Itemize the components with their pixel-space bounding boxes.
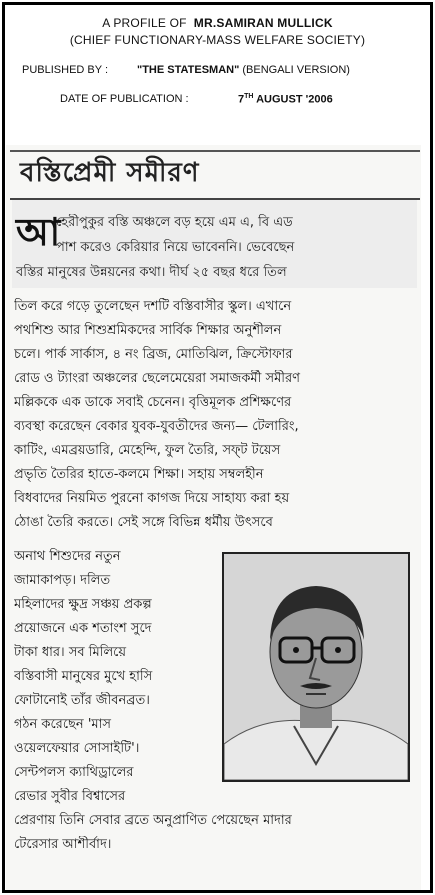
body-line: বিধবাদের নিয়মিত পুরনো কাগজ দিয়ে সাহায্য করা হয় — [14, 491, 290, 506]
lead-line: বস্তির মানুষের উন্নয়নের কথা। দীর্ঘ ২৫ বছর ধরে তিল — [16, 265, 287, 280]
lead-line: পাশ করেও কেরিয়ার নিয়ে ভাবেননি। ভেবেছেন — [56, 240, 295, 255]
column-line: টাকা ধার। সব মিলিয়ে — [14, 645, 127, 660]
portrait-illustration — [224, 554, 408, 780]
body-line: পথশিশু আর শিশুশ্রমিকদের সার্বিক শিক্ষার অনুশীলন — [14, 323, 282, 338]
date-label: DATE OF PUBLICATION : — [60, 93, 189, 105]
publisher-value: "THE STATESMAN" (BENGALI VERSION) — [137, 64, 350, 76]
body-line: ঠোঙা তৈরি করতে। সেই সঙ্গে বিভিন্ন ধর্মীয় উৎসবে — [14, 515, 273, 530]
body-line: কাটিং, এমব্রয়ডারি, মেহেন্দি, ফুল তৈরি, সফ্‌ট টয়েস — [14, 443, 281, 458]
body-line: প্রভৃতি তৈরির হাতে-কলমে শিক্ষা। সহায় সম্বলহীন — [14, 467, 264, 482]
body-line: প্রেরণায় তিনি সেবার ব্রতে অনুপ্রাণিত পেয়েছেন মাদার — [14, 813, 292, 828]
article-headline: বস্তিপ্রেমী সমীরণ — [20, 158, 200, 188]
body-line: রোড ও ট্যাংরা অঞ্চলের ছেলেমেয়েরা সমাজকর্মী সমীরণ — [14, 371, 301, 386]
column-line: ওয়েলফেয়ার সোসাইটি'। — [14, 741, 140, 756]
column-line: সেন্টপলস ক্যাথিড্রালের — [14, 765, 134, 780]
body-line: টেরেসার আশীর্বাদ। — [14, 837, 112, 852]
profile-designation: (CHIEF FUNCTIONARY-MASS WELFARE SOCIETY) — [69, 33, 366, 47]
column-line: রেভার সুবীর বিশ্বাসের — [14, 789, 126, 804]
body-line: ব্যবস্থা করেছেন বেকার যুবক-যুবতীদের জন্য— টেলারিং, — [14, 419, 299, 434]
column-line: বস্তিবাসী মানুষের মুখে হাসি — [14, 669, 153, 684]
drop-cap: আ — [16, 209, 61, 254]
body-line: তিল করে গড়ে তুলেছেন দশটি বস্তিবাসীর স্কুল। এখানে — [14, 299, 292, 314]
body-line: চলে। পার্ক সার্কাস, ৪ নং ব্রিজ, মোতিঝিল, ক্রিস্টোফার — [14, 347, 293, 362]
column-line: গঠন করেছেন 'মাস — [14, 717, 111, 732]
lead-line: হেরীপুকুর বস্তি অঞ্চলে বড় হয়ে এম এ, বি এড — [56, 215, 293, 230]
column-line: অনাথ শিশুদের নতুন — [14, 549, 121, 564]
column-line: ফোটানোই তাঁর জীবনব্রত। — [14, 693, 150, 708]
profile-title: A PROFILE OF MR.SAMIRAN MULLICK — [102, 16, 333, 30]
date-value: 7TH AUGUST '2006 — [238, 93, 333, 106]
published-label: PUBLISHED BY : — [22, 64, 108, 76]
column-line: জামাকাপড়। দলিত — [14, 573, 111, 588]
column-line: প্রয়োজনে এক শতাংশ সুদে — [14, 621, 152, 636]
body-line: মল্লিককে এক ডাকে সবাই চেনেন। বৃত্তিমূলক প্রশিক্ষণের — [14, 395, 292, 410]
portrait-photo — [222, 552, 410, 782]
column-line: মহিলাদের ক্ষুদ্র সঞ্চয় প্রকল্প — [14, 597, 152, 612]
